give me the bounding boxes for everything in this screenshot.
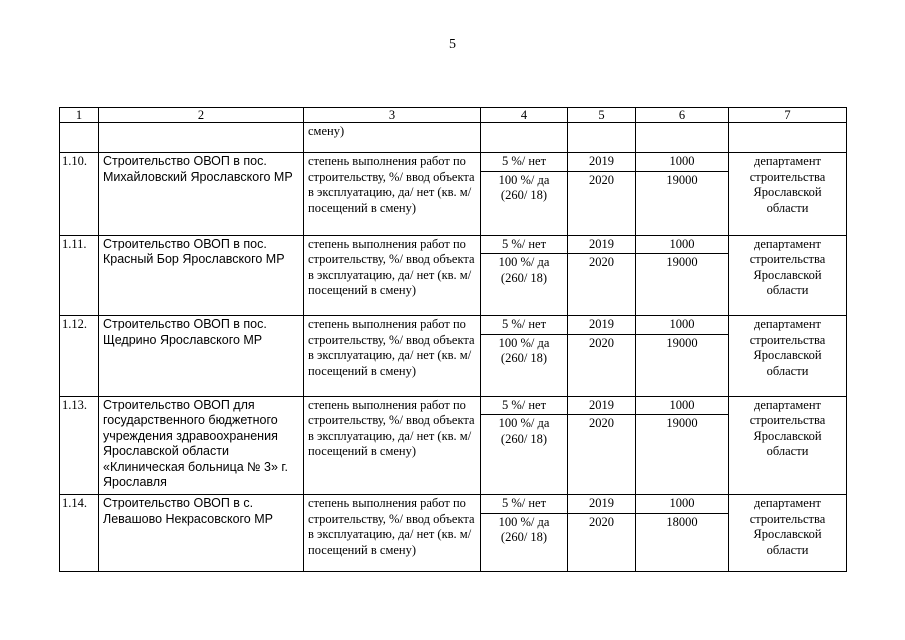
- indicator-value-2019: 5 %/ нет: [481, 235, 568, 254]
- indicator-value-2019: 5 %/ нет: [481, 495, 568, 514]
- table-row: [60, 235, 847, 254]
- continuation-cell: [99, 123, 304, 153]
- indicator-value-2019: 5 %/ нет: [481, 153, 568, 172]
- header-cell: 2: [99, 108, 304, 123]
- responsible-executor: департамент строительства Ярославской области: [729, 153, 847, 236]
- program-table: [59, 107, 847, 572]
- indicator-text: степень выполнения работ по строительству, %/ ввод объекта в эксплуатацию, да/ нет (кв. м/ посещений в смену): [304, 235, 481, 316]
- amount-2020: 19000: [636, 254, 729, 316]
- continuation-row: [60, 123, 847, 153]
- indicator-value-2019: 5 %/ нет: [481, 316, 568, 335]
- year-2020: 2020: [568, 334, 636, 396]
- header-cell: 7: [729, 108, 847, 123]
- header-cell: 6: [636, 108, 729, 123]
- amount-2019: 1000: [636, 316, 729, 335]
- amount-2019: 1000: [636, 235, 729, 254]
- table-row: [60, 396, 847, 415]
- table-row: [60, 316, 847, 335]
- year-2019: 2019: [568, 396, 636, 415]
- year-2019: 2019: [568, 316, 636, 335]
- amount-2020: 18000: [636, 513, 729, 571]
- continuation-cell: [481, 123, 568, 153]
- continuation-text: смену): [304, 123, 481, 153]
- indicator-value-2020: 100 %/ да (260/ 18): [481, 171, 568, 235]
- page-number: 5: [449, 37, 456, 52]
- indicator-text: степень выполнения работ по строительству, %/ ввод объекта в эксплуатацию, да/ нет (кв. м/ посещений в смену): [304, 396, 481, 495]
- amount-2020: 19000: [636, 171, 729, 235]
- year-2020: 2020: [568, 171, 636, 235]
- year-2020: 2020: [568, 415, 636, 495]
- continuation-cell: [568, 123, 636, 153]
- amount-2019: 1000: [636, 396, 729, 415]
- responsible-executor: департамент строительства Ярославской области: [729, 495, 847, 572]
- table-row: [60, 495, 847, 514]
- indicator-text: степень выполнения работ по строительству, %/ ввод объекта в эксплуатацию, да/ нет (кв. м/ посещений в смену): [304, 316, 481, 397]
- table-row: [60, 153, 847, 172]
- responsible-executor: департамент строительства Ярославской области: [729, 396, 847, 495]
- indicator-text: степень выполнения работ по строительству, %/ ввод объекта в эксплуатацию, да/ нет (кв. м/ посещений в смену): [304, 495, 481, 572]
- amount-2019: 1000: [636, 153, 729, 172]
- year-2020: 2020: [568, 513, 636, 571]
- row-number: 1.13.: [60, 396, 99, 495]
- amount-2020: 19000: [636, 415, 729, 495]
- responsible-executor: департамент строительства Ярославской области: [729, 235, 847, 316]
- continuation-cell: [636, 123, 729, 153]
- continuation-cell: [729, 123, 847, 153]
- amount-2019: 1000: [636, 495, 729, 514]
- row-number: 1.12.: [60, 316, 99, 397]
- table-body: [60, 108, 847, 572]
- measure-name: Строительство ОВОП в пос. Красный Бор Ярославского МР: [99, 235, 304, 316]
- responsible-executor: департамент строительства Ярославской области: [729, 316, 847, 397]
- indicator-value-2020: 100 %/ да (260/ 18): [481, 415, 568, 495]
- continuation-cell: [60, 123, 99, 153]
- row-number: 1.11.: [60, 235, 99, 316]
- year-2019: 2019: [568, 235, 636, 254]
- measure-name: Строительство ОВОП для государственного бюджетного учреждения здравоохранения Ярославской области «Клиническая больница № 3» г. Ярославля: [99, 396, 304, 495]
- header-cell: 1: [60, 108, 99, 123]
- indicator-value-2020: 100 %/ да (260/ 18): [481, 513, 568, 571]
- indicator-value-2019: 5 %/ нет: [481, 396, 568, 415]
- measure-name: Строительство ОВОП в пос. Щедрино Ярославского МР: [99, 316, 304, 397]
- measure-name: Строительство ОВОП в с. Левашово Некрасовского МР: [99, 495, 304, 572]
- year-2019: 2019: [568, 153, 636, 172]
- year-2019: 2019: [568, 495, 636, 514]
- indicator-text: степень выполнения работ по строительству, %/ ввод объекта в эксплуатацию, да/ нет (кв. м/ посещений в смену): [304, 153, 481, 236]
- header-cell: 4: [481, 108, 568, 123]
- amount-2020: 19000: [636, 334, 729, 396]
- row-number: 1.14.: [60, 495, 99, 572]
- row-number: 1.10.: [60, 153, 99, 236]
- year-2020: 2020: [568, 254, 636, 316]
- header-row: [60, 108, 847, 123]
- indicator-value-2020: 100 %/ да (260/ 18): [481, 254, 568, 316]
- header-cell: 5: [568, 108, 636, 123]
- indicator-value-2020: 100 %/ да (260/ 18): [481, 334, 568, 396]
- header-cell: 3: [304, 108, 481, 123]
- measure-name: Строительство ОВОП в пос. Михайловский Ярославского МР: [99, 153, 304, 236]
